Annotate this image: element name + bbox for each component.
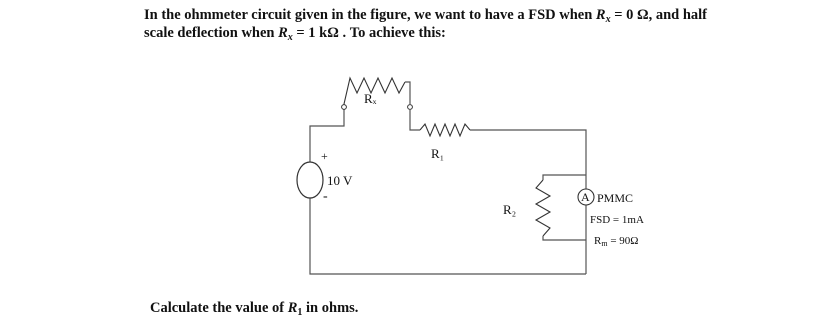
r1-resistor (420, 124, 470, 136)
rx-variable: R (595, 7, 606, 23)
r1-label: R₁ (431, 146, 445, 161)
question-part-2: , and half (648, 7, 708, 23)
ammeter-letter: A (581, 190, 590, 204)
prompt-text (150, 300, 358, 317)
question-part-3: scale deflection when (144, 25, 279, 41)
r1-left-lead (410, 110, 420, 130)
question-part-1: In the ohmmeter circuit given in the figure, we want to have a FSD when (144, 7, 596, 23)
r2-label: R₂ (503, 202, 517, 217)
bottom-wire (310, 200, 586, 274)
prompt-part-2: in ohms. (302, 300, 359, 316)
meter-resistance: Rm = 90Ω (594, 235, 639, 248)
r2-bottom-wire (543, 236, 586, 240)
rx-label: Rₓ (364, 91, 377, 106)
r2-resistor (536, 180, 550, 236)
question-part-4: . To achieve this: (338, 25, 446, 41)
prompt-part-1: Calculate the value of (150, 300, 288, 316)
voltage-source-symbol (297, 162, 323, 198)
source-minus: - (323, 189, 328, 204)
meter-name: PMMC (597, 191, 634, 205)
top-right-wire (470, 130, 586, 175)
rx-subscript-2: x (287, 32, 293, 43)
kilo-ohm-unit: kΩ (319, 25, 339, 41)
meter-fsd: FSD = 1mA (590, 214, 644, 226)
equals-zero: = 0 (610, 7, 637, 23)
ohm-unit: Ω (636, 7, 649, 23)
prompt-subscript: 1 (297, 307, 303, 318)
equals-one: = 1 (292, 25, 320, 41)
source-plus: + (321, 149, 328, 163)
rx-variable-2: R (278, 25, 288, 41)
rx-terminal-left (342, 105, 347, 110)
rx-terminal-right (408, 105, 413, 110)
prompt-variable: R (287, 300, 298, 316)
source-voltage-label: 10 V (327, 173, 353, 188)
rx-subscript: x (605, 14, 611, 25)
r2-top-wire (543, 175, 586, 180)
rx-right-lead (405, 82, 410, 104)
